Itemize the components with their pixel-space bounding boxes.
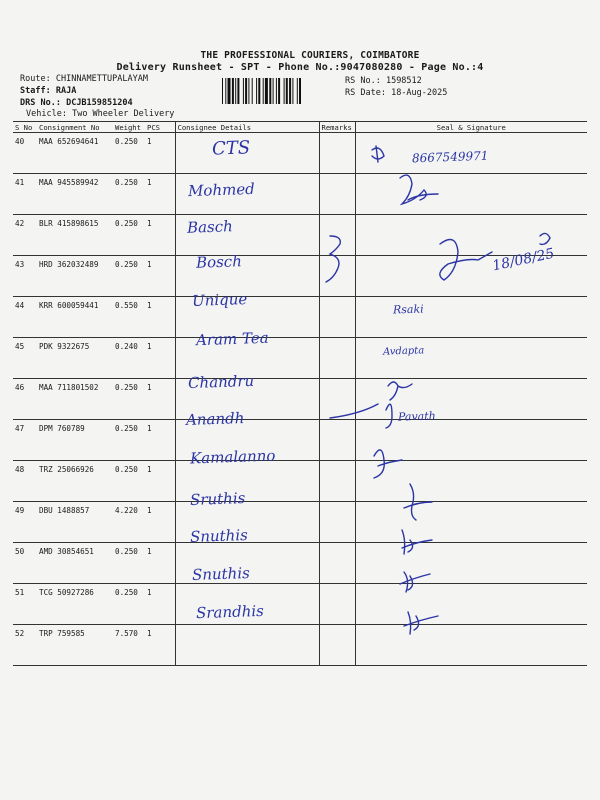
table-row: 48 TRZ 25066926 0.250 1 bbox=[13, 461, 587, 502]
runsheet-table bbox=[13, 121, 587, 666]
barcode-bar bbox=[299, 78, 301, 104]
staff-line: Staff: RAJA bbox=[20, 86, 77, 96]
barcode-bar bbox=[265, 78, 268, 104]
table-row: 50 AMD 30854651 0.250 1 bbox=[13, 543, 587, 584]
barcode-bar bbox=[243, 78, 244, 104]
drs-value: DCJB159851204 bbox=[66, 98, 133, 108]
barcode-bar bbox=[252, 78, 253, 104]
handwritten-consignee: Unique bbox=[191, 290, 248, 310]
rs-date-line: RS Date: 18-Aug-2025 bbox=[345, 88, 448, 98]
handwritten-note: Pavath bbox=[397, 409, 436, 424]
barcode-bar bbox=[284, 78, 285, 104]
barcode-bar bbox=[228, 78, 231, 104]
table-row: 47 DPM 760789 0.250 1 bbox=[13, 420, 587, 461]
table-row: 46 MAA 711801502 0.250 1 bbox=[13, 379, 587, 420]
col-signature: Seal & Signature bbox=[355, 122, 587, 133]
barcode-bar bbox=[286, 78, 288, 104]
barcode-bar bbox=[273, 78, 274, 104]
vehicle-line: Vehicle: Two Wheeler Delivery bbox=[26, 109, 175, 119]
handwritten-consignee: Basch bbox=[186, 217, 234, 237]
handwritten-consignee: CTS bbox=[211, 137, 251, 160]
company-title: THE PROFESSIONAL COURIERS, COIMBATORE bbox=[200, 50, 420, 61]
staff-value: RAJA bbox=[55, 86, 77, 96]
barcode-bar bbox=[276, 78, 277, 104]
handwritten-consignee: Chandru bbox=[187, 371, 255, 393]
col-sno: S No bbox=[13, 122, 37, 133]
barcode-bar bbox=[222, 78, 223, 104]
rs-no-line: RS No.: 1598512 bbox=[345, 76, 422, 86]
barcode-bar bbox=[232, 78, 234, 104]
col-weight: Weight bbox=[113, 122, 145, 133]
table-row: 52 TRP 759585 7.570 1 bbox=[13, 625, 587, 666]
barcode-bar bbox=[297, 78, 298, 104]
handwritten-note: Rsaki bbox=[392, 302, 424, 317]
handwritten-consignee: Mohmed bbox=[187, 179, 256, 201]
barcode-bar bbox=[235, 78, 236, 104]
table-row: 41 MAA 945589942 0.250 1 bbox=[13, 174, 587, 215]
handwritten-note: Avdapta bbox=[382, 345, 425, 358]
barcode-bar bbox=[256, 78, 257, 104]
handwritten-consignee: Anandh bbox=[185, 408, 245, 430]
rs-date-value: 18-Aug-2025 bbox=[391, 88, 448, 98]
table-row: 45 PDK 9322675 0.240 1 bbox=[13, 338, 587, 379]
drs-line: DRS No.: DCJB159851204 bbox=[20, 98, 133, 108]
table-row: 49 DBU 1488857 4.220 1 bbox=[13, 502, 587, 543]
table-row: 42 BLR 415898615 0.250 1 bbox=[13, 215, 587, 256]
barcode-bar bbox=[248, 78, 249, 104]
handwritten-consignee: Srandhis bbox=[195, 601, 265, 623]
handwritten-phone: 8667549971 bbox=[411, 148, 489, 166]
barcode bbox=[222, 78, 342, 104]
vehicle-value: Two Wheeler Delivery bbox=[72, 109, 175, 119]
barcode-bar bbox=[269, 78, 271, 104]
runsheet-subtitle: Delivery Runsheet - SPT - Phone No.:9047080280 - Page No.:4 bbox=[116, 62, 484, 73]
table-header-row bbox=[13, 122, 587, 133]
barcode-bar bbox=[258, 78, 260, 104]
table-row: 40 MAA 652694641 0.250 1 bbox=[13, 133, 587, 174]
handwritten-consignee: Aram Tea bbox=[195, 328, 269, 350]
col-consignee: Consignee Details bbox=[175, 122, 319, 133]
barcode-bar bbox=[289, 78, 291, 104]
barcode-bar bbox=[292, 78, 293, 104]
barcode-bar bbox=[237, 78, 239, 104]
handwritten-consignee: Bosch bbox=[195, 252, 243, 272]
barcode-bar bbox=[245, 78, 247, 104]
col-pcs: PCS bbox=[145, 122, 175, 133]
barcode-bar bbox=[278, 78, 280, 104]
route-line: Route: CHINNAMETTUPALAYAM bbox=[20, 74, 148, 84]
handwritten-consignee: Kamalanno bbox=[189, 446, 276, 468]
barcode-bar bbox=[225, 78, 226, 104]
barcode-bar bbox=[263, 78, 264, 104]
table-row: 44 KRR 600059441 0.550 1 bbox=[13, 297, 587, 338]
route-value: CHINNAMETTUPALAYAM bbox=[55, 74, 148, 84]
handwritten-consignee: Snuthis bbox=[191, 563, 251, 585]
handwritten-consignee: Snuthis bbox=[189, 525, 249, 547]
table-row: 43 HRD 362032489 0.250 1 bbox=[13, 256, 587, 297]
handwritten-consignee: Sruthis bbox=[189, 489, 246, 509]
col-remarks: Remarks bbox=[319, 122, 355, 133]
table-row: 51 TCG 50927286 0.250 1 bbox=[13, 584, 587, 625]
rs-no-value: 1598512 bbox=[385, 76, 422, 86]
col-consignment: Consignment No bbox=[37, 122, 113, 133]
handwritten-date: 18/08/25 bbox=[491, 245, 556, 275]
